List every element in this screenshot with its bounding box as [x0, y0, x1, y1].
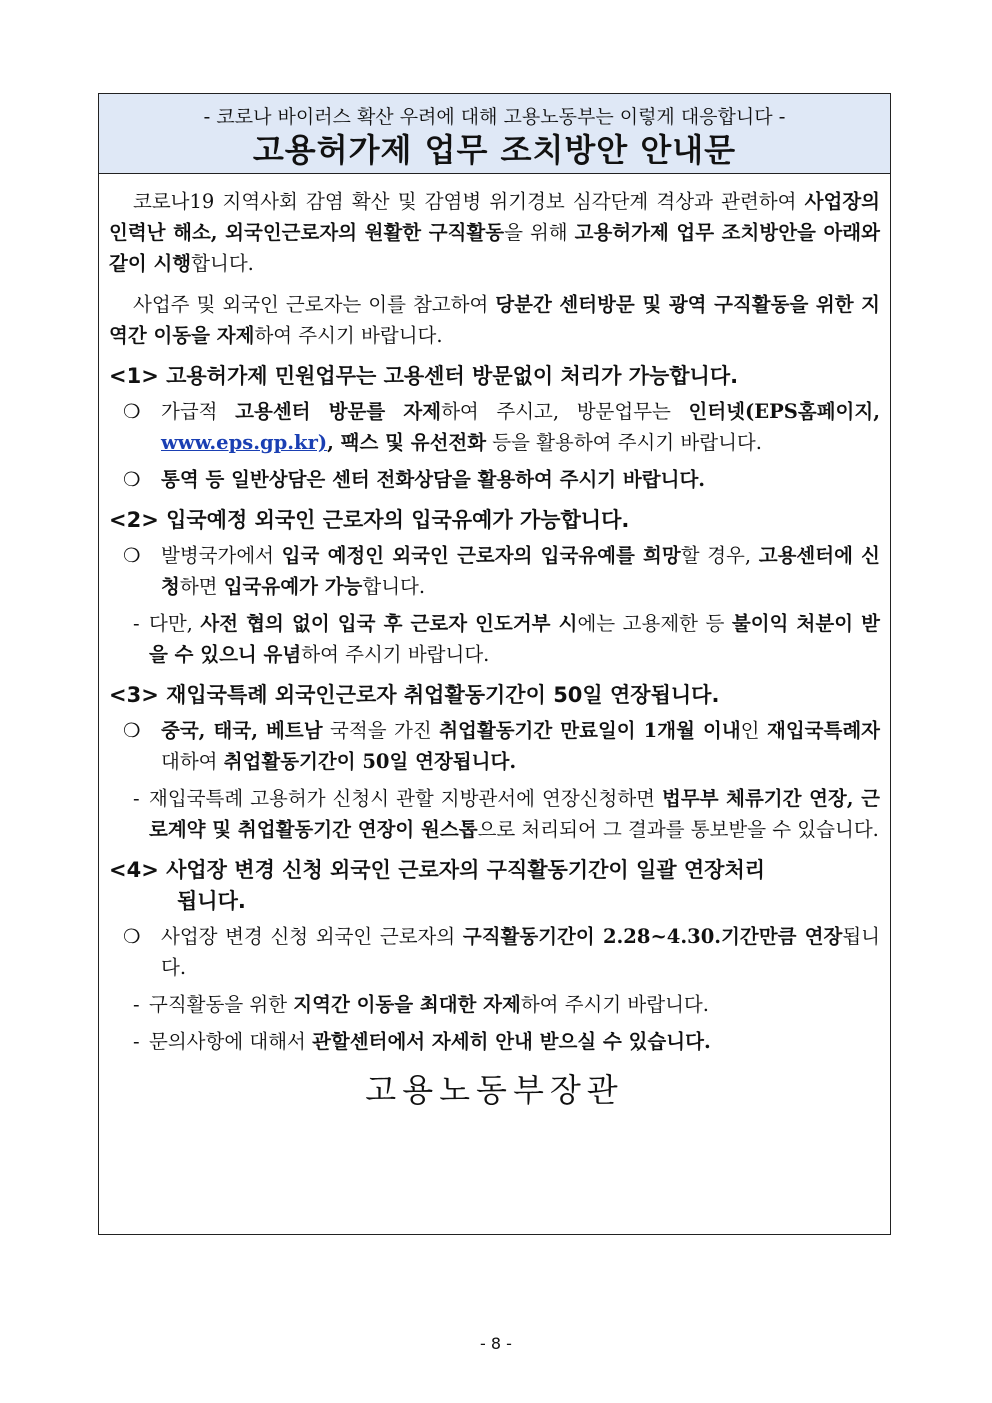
- text: 발병국가에서: [161, 544, 282, 567]
- section-4-item-1: [109, 921, 880, 983]
- notice-subtitle: - 코로나 바이러스 확산 우려에 대해 고용노동부는 이렇게 대응합니다 -: [203, 106, 786, 128]
- text: 다만,: [149, 612, 201, 635]
- circle-bullet-icon: ❍: [123, 925, 141, 948]
- circle-bullet-icon: ❍: [123, 468, 141, 491]
- text: 하여 주시기 바랍니다.: [301, 643, 490, 666]
- dash-bullet-icon: -: [133, 1030, 140, 1053]
- section-4-heading-line-2: 됩니다.: [177, 889, 246, 913]
- section-1-item-2: [109, 464, 880, 495]
- section-1-item-1: [109, 396, 880, 458]
- text: 코로나19 지역사회 감염 확산 및 감염병 위기경보 심각단계 격상과 관련하여: [133, 190, 805, 213]
- circle-bullet-icon: ❍: [123, 544, 141, 567]
- section-2-item-1: [109, 540, 880, 602]
- text: 하여 주시기 바랍니다.: [254, 324, 443, 347]
- emphasis: 취업활동기간 만료일이 1개월 이내: [439, 719, 741, 742]
- notice-header: [99, 94, 890, 174]
- intro-paragraph-2: [109, 289, 880, 351]
- emphasis: 재입국특례자: [766, 719, 881, 742]
- circle-bullet-icon: ❍: [123, 719, 141, 742]
- dash-bullet-icon: -: [133, 993, 140, 1016]
- text: 을 위해: [504, 221, 575, 244]
- page-number: - 8 -: [480, 1334, 512, 1353]
- text: 대하여: [161, 750, 224, 773]
- text: 하면: [179, 575, 224, 598]
- text: 됩니다.: [161, 925, 880, 979]
- dash-bullet-icon: -: [133, 612, 140, 635]
- dash-bullet-icon: -: [133, 787, 140, 810]
- intro-paragraph-1: [109, 186, 880, 279]
- text: 하여 주시기 바랍니다.: [520, 993, 709, 1016]
- text: 합니다.: [362, 575, 426, 598]
- emphasis: 법무부 체류기간 연장, 근로계약 및 취업활동기간 연장이 원스톱: [149, 787, 880, 841]
- signature: 고용노동부장관: [365, 1071, 624, 1109]
- section-3-heading: <3> 재입국특례 외국인근로자 취업활동기간이 50일 연장됩니다.: [109, 683, 720, 707]
- emphasis: 입국유예가 가능: [223, 575, 363, 598]
- emphasis: 통역 등 일반상담은 센터 전화상담을 활용하여 주시기 바랍니다.: [161, 468, 706, 491]
- emphasis: 인터넷(EPS홈페이지,: [688, 400, 880, 423]
- emphasis: 중국, 태국, 베트남: [161, 719, 323, 742]
- text: 사업장 변경 신청 외국인 근로자의: [161, 925, 463, 948]
- circle-bullet-icon: ❍: [123, 400, 141, 423]
- emphasis: , 팩스 및 유선전화: [327, 431, 487, 454]
- section-4-detail-2: [109, 1026, 880, 1057]
- text: 으로 처리되어 그 결과를 통보받을 수 있습니다.: [477, 818, 879, 841]
- notice-frame: [98, 93, 891, 1235]
- emphasis: 입국 예정인 외국인 근로자의 입국유예를 희망: [281, 544, 681, 567]
- section-4-heading-line-1: <4> 사업장 변경 신청 외국인 근로자의 구직활동기간이 일괄 연장처리: [109, 858, 766, 882]
- text: 하여 주시고, 방문업무는: [441, 400, 689, 423]
- emphasis: 사업장의 인력난 해소, 외국인근로자의 원활한 구직활동: [109, 190, 880, 244]
- text: 인: [740, 719, 767, 742]
- emphasis: 구직활동기간이 2.28~4.30.기간만큼 연장: [462, 925, 843, 948]
- section-3-detail-1: [109, 783, 880, 845]
- section-1-heading: <1> 고용허가제 민원업무는 고용센터 방문없이 처리가 가능합니다.: [109, 364, 739, 388]
- emphasis: 관할센터에서 자세히 안내 받으실 수 있습니다.: [312, 1030, 711, 1053]
- emphasis: 고용허가제 업무 조치방안을 아래와 같이 시행: [109, 221, 880, 275]
- section-2-heading: <2> 입국예정 외국인 근로자의 입국유예가 가능합니다.: [109, 508, 630, 532]
- eps-website-link[interactable]: www.eps.gp.kr): [161, 431, 328, 454]
- text: 사업주 및 외국인 근로자는 이를 참고하여: [133, 293, 496, 316]
- text: 문의사항에 대해서: [149, 1030, 313, 1053]
- text: 국적을 가진: [322, 719, 440, 742]
- text: 구직활동을 위한: [149, 993, 294, 1016]
- emphasis: 고용센터에 신청: [161, 544, 880, 598]
- emphasis: 고용센터 방문를 자제: [235, 400, 442, 423]
- emphasis: 당분간 센터방문 및 광역 구직활동을 위한 지역간 이동을 자제: [109, 293, 880, 347]
- notice-title: 고용허가제 업무 조치방안 안내문: [252, 131, 737, 169]
- text: 에는 고용제한 등: [577, 612, 732, 635]
- text: 할 경우,: [680, 544, 759, 567]
- notice-body: [99, 174, 890, 1109]
- section-3-item-1: [109, 715, 880, 777]
- emphasis: 사전 협의 없이 입국 후 근로자 인도거부 시: [200, 612, 578, 635]
- emphasis: 지역간 이동을 최대한 자제: [293, 993, 521, 1016]
- text: 등을 활용하여 주시기 바랍니다.: [486, 431, 762, 454]
- section-4-detail-1: [109, 989, 880, 1020]
- section-2-detail-1: [109, 608, 880, 670]
- text: 가급적: [161, 400, 236, 423]
- emphasis: 취업활동기간이 50일 연장됩니다.: [223, 750, 517, 773]
- text: 합니다.: [191, 252, 254, 275]
- text: 재입국특례 고용허가 신청시 관할 지방관서에 연장신청하면: [149, 787, 663, 810]
- emphasis: 불이익 처분이 받을 수 있으니 유념: [149, 612, 880, 666]
- section-4-heading: [109, 855, 880, 917]
